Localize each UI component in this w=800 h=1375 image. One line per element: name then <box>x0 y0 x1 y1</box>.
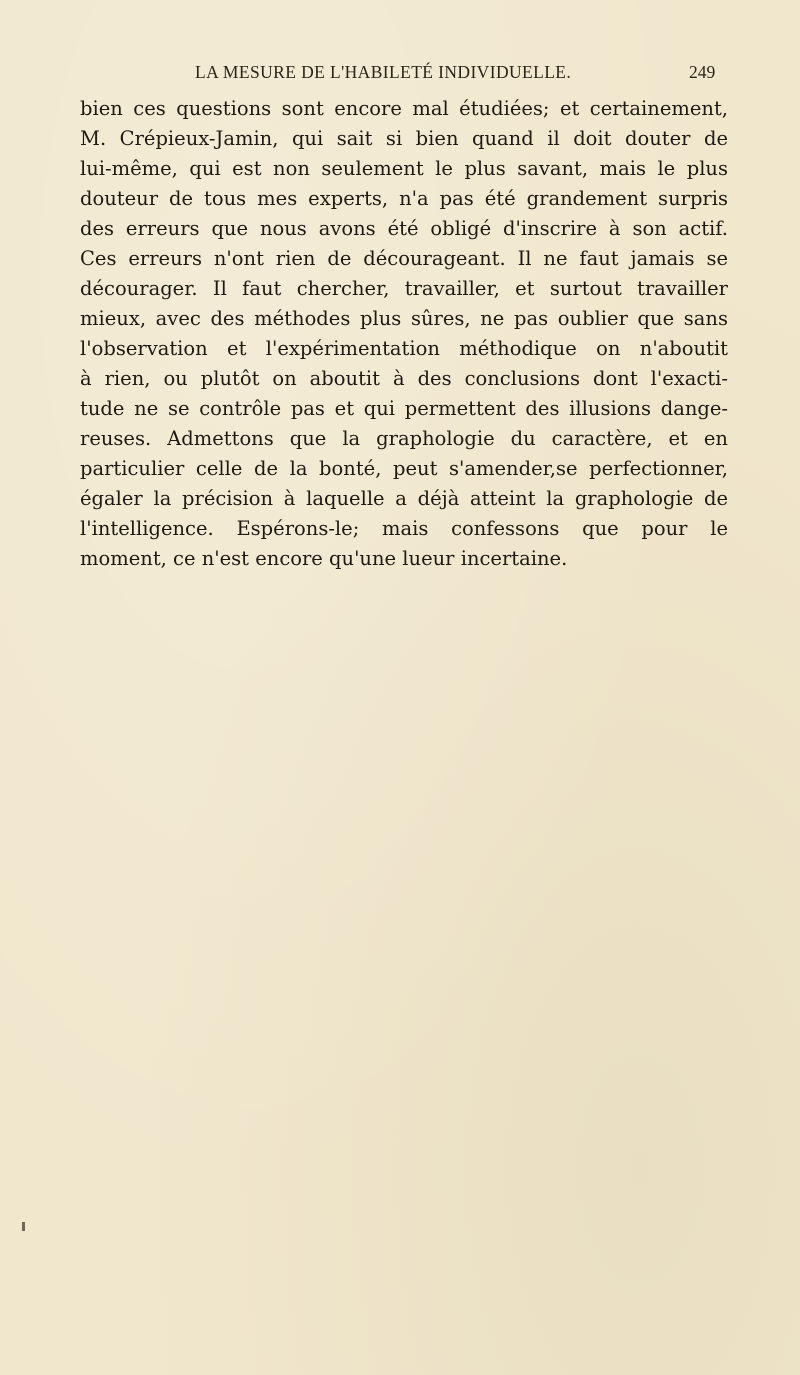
text-line: décourager. Il faut chercher, travailler, et surtout travailler <box>80 277 728 300</box>
text-line: particulier celle de la bonté, peut s'amender,se perfectionner, <box>80 457 728 480</box>
text-line: à rien, ou plutôt on aboutit à des conclusions dont l'exacti- <box>80 367 728 390</box>
text-line: lui-même, qui est non seulement le plus savant, mais le plus <box>80 157 728 180</box>
text-line: reuses. Admettons que la graphologie du caractère, et en <box>80 427 728 450</box>
text-line: égaler la précision à laquelle a déjà atteint la graphologie de <box>80 487 728 510</box>
text-line: M. Crépieux-Jamin, qui sait si bien quand il doit douter de <box>80 127 728 150</box>
text-line: tude ne se contrôle pas et qui permettent des illusions dange- <box>80 397 728 420</box>
ink-speck <box>22 1222 25 1231</box>
text-line: l'observation et l'expérimentation méthodique on n'aboutit <box>80 337 728 360</box>
text-line: des erreurs que nous avons été obligé d'inscrire à son actif. <box>80 217 728 240</box>
running-title: LA MESURE DE L'HABILETÉ INDIVIDUELLE. <box>195 62 572 82</box>
text-line: moment, ce n'est encore qu'une lueur incertaine. <box>80 547 568 570</box>
page-number: 249 <box>689 62 716 82</box>
text-line: Ces erreurs n'ont rien de décourageant. Il ne faut jamais se <box>80 247 728 270</box>
text-line: bien ces questions sont encore mal étudiées; et certainement, <box>80 97 728 120</box>
text-line: mieux, avec des méthodes plus sûres, ne pas oublier que sans <box>80 307 728 330</box>
body-paragraph <box>80 94 728 574</box>
running-head <box>0 62 800 86</box>
text-line: l'intelligence. Espérons-le; mais confessons que pour le <box>80 517 728 540</box>
text-line: douteur de tous mes experts, n'a pas été grandement surpris <box>80 187 728 210</box>
